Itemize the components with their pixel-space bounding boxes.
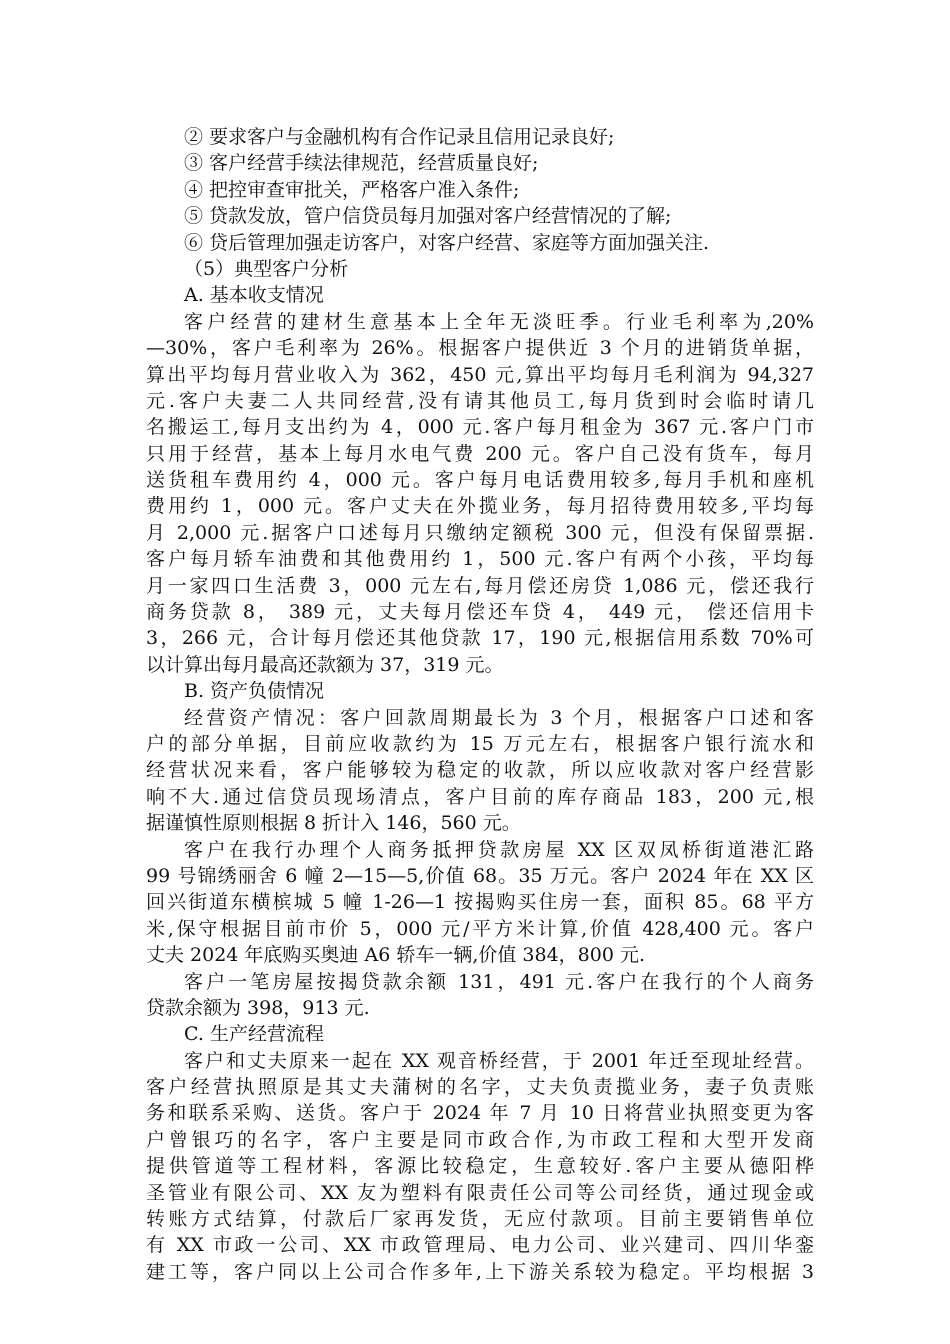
text-line: 名搬运工,每月支出约为 4，000 元.客户每月租金为 367 元.客户门市 <box>146 416 814 439</box>
text-line: 经营状况来看，客户能够较为稳定的收款，所以应收款对客户经营影 <box>146 759 814 782</box>
text-line: 算出平均每月营业收入为 362，450 元,算出平均每月毛利润为 94,327 <box>146 363 814 386</box>
text-line: 送货租车费用约 4，000 元。客户每月电话费用较多,每月手机和座机 <box>146 469 814 492</box>
text-line: 丈夫 2024 年底购买奥迪 A6 轿车一辆,价值 384，800 元. <box>146 944 646 967</box>
text-line: C. 生产经营流程 <box>184 1023 324 1046</box>
text-line: 据谨慎性原则根据 8 折计入 146，560 元。 <box>146 812 521 835</box>
text-line: 客户每月轿车油费和其他费用约 1，500 元.客户有两个小孩，平均每 <box>146 548 814 571</box>
text-line: 客户一笔房屋按揭贷款余额 131，491 元.客户在我行的个人商务 <box>184 970 814 993</box>
text-line: （5）典型客户分析 <box>184 257 349 280</box>
text-line: 提供管道等工程材料，客源比较稳定，生意较好.客户主要从德阳桦 <box>146 1155 814 1178</box>
document-page <box>146 124 814 1285</box>
text-line: 回兴街道东横槟城 5 幢 1-26—1 按揭购买住房一套，面积 85。68 平方 <box>146 891 814 914</box>
text-line: A. 基本收支情况 <box>184 284 324 307</box>
text-line: 客户经营执照原是其丈夫蒲树的名字，丈夫负责揽业务，妻子负责账 <box>146 1076 814 1099</box>
text-line: 建工等，客户同以上公司合作多年,上下游关系较为稳定。平均根据 3 <box>146 1260 814 1283</box>
text-line: 客户在我行办理个人商务抵押贷款房屋 XX 区双凤桥街道港汇路 <box>184 838 814 861</box>
text-line: 转账方式结算，付款后厂家再发货，无应付款项。目前主要销售单位 <box>146 1208 814 1231</box>
text-line: 户曾银巧的名字，客户主要是同市政合作,为市政工程和大型开发商 <box>146 1128 814 1151</box>
text-line: 费用约 1，000 元。客户丈夫在外揽业务，每月招待费用较多,平均每 <box>146 495 814 518</box>
text-line: ③ 客户经营手续法律规范，经营质量良好; <box>184 152 539 175</box>
text-line: 有 XX 市政一公司、XX 市政管理局、电力公司、业兴建司、四川华銮 <box>146 1234 814 1257</box>
text-line: ⑤ 贷款发放，管户信贷员每月加强对客户经营情况的了解; <box>184 205 672 228</box>
text-line: 米,保守根据目前市价 5，000 元/平方米计算,价值 428,400 元。客户 <box>146 917 814 940</box>
text-line: 务和联系采购、送货。客户于 2024 年 7 月 10 日将营业执照变更为客 <box>146 1102 814 1125</box>
text-line: 只用于经营，基本上每月水电气费 200 元。客户自己没有货车，每月 <box>146 442 814 465</box>
text-line: 客户和丈夫原来一起在 XX 观音桥经营，于 2001 年迁至现址经营。 <box>184 1049 814 1072</box>
text-line: 元.客户夫妻二人共同经营,没有请其他员工,每月货到时会临时请几 <box>146 389 814 412</box>
text-line: 户的部分单据，目前应收款约为 15 万元左右，根据客户银行流水和 <box>146 732 814 755</box>
text-line: 客户经营的建材生意基本上全年无淡旺季。行业毛利率为,20% <box>184 310 814 333</box>
text-line: B. 资产负债情况 <box>184 680 325 703</box>
text-line: 月一家四口生活费 3，000 元左右,每月偿还房贷 1,086 元，偿还我行 <box>146 574 814 597</box>
text-line: 贷款余额为 398，913 元. <box>146 996 370 1019</box>
text-line: 99 号锦绣丽舍 6 幢 2—15—5,价值 68。35 万元。客户 2024 年在 XX 区 <box>146 864 814 887</box>
text-line: 圣管业有限公司、XX 友为塑料有限责任公司等公司经货，通过现金或 <box>146 1181 814 1204</box>
text-line: 月 2,000 元.据客户口述每月只缴纳定额税 300 元，但没有保留票据. <box>146 521 814 544</box>
text-line: ⑥ 贷后管理加强走访客户，对客户经营、家庭等方面加强关注. <box>184 231 710 254</box>
text-line: —30%，客户毛利率为 26%。根据客户提供近 3 个月的进销货单据， <box>146 337 814 360</box>
text-line: ④ 把控审查审批关，严格客户准入条件; <box>184 178 520 201</box>
text-line: 响不大.通过信贷员现场清点，客户目前的库存商品 183，200 元,根 <box>146 785 814 808</box>
text-line: 商务贷款 8， 389 元，丈夫每月偿还车贷 4， 449 元， 偿还信用卡 <box>146 601 814 624</box>
text-line: 以计算出每月最高还款额为 37，319 元。 <box>146 653 504 676</box>
text-line: 3，266 元，合计每月偿还其他贷款 17，190 元,根据信用系数 70%可 <box>146 627 814 650</box>
text-line: ② 要求客户与金融机构有合作记录且信用记录良好; <box>184 126 615 148</box>
text-line: 经营资产情况：客户回款周期最长为 3 个月，根据客户口述和客 <box>184 706 814 729</box>
